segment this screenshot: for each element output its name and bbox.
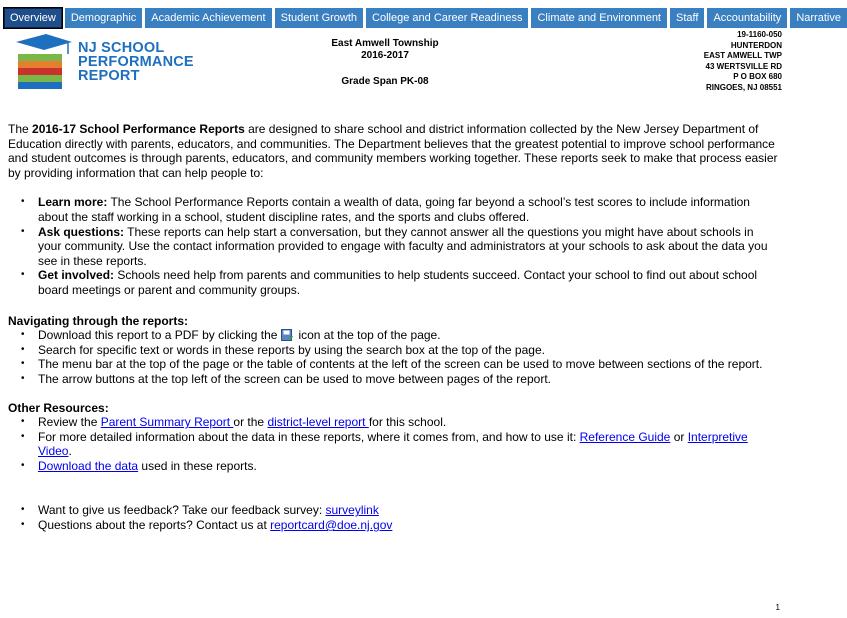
list-item: • Search for specific text or words in these reports by using the search box at the top of the page. [8, 343, 778, 358]
tab-college-career-readiness[interactable]: College and Career Readiness [366, 8, 528, 28]
list-item: • Want to give us feedback? Take our feedback survey: surveylink [8, 503, 778, 518]
overview-content [8, 122, 778, 533]
tab-narrative[interactable]: Narrative [790, 8, 847, 28]
interpretive-video-link[interactable]: Interpretive Video [38, 429, 748, 459]
pdf-download-icon[interactable] [281, 329, 294, 341]
tab-student-growth[interactable]: Student Growth [275, 8, 363, 28]
tab-staff[interactable]: Staff [670, 8, 704, 28]
tab-overview[interactable]: Overview [4, 8, 62, 28]
school-address: 19-1160-050 HUNTERDON EAST AMWELL TWP 43 WERTSVILLE RD P O BOX 680 RINGOES, NJ 08551 [703, 30, 782, 92]
logo-text: NJ SCHOOL PERFORMANCE REPORT [78, 40, 194, 84]
tab-academic-achievement[interactable]: Academic Achievement [145, 8, 271, 28]
district-level-report-link[interactable]: district-level report [267, 415, 369, 430]
report-header [300, 38, 470, 88]
download-data-link[interactable]: Download the data [38, 458, 139, 473]
resources-list [8, 415, 778, 473]
list-item: • Review the Parent Summary Report or the district-level report for this school. [8, 415, 778, 430]
parent-summary-report-link[interactable]: Parent Summary Report [100, 415, 234, 430]
navigating-heading: Navigating through the reports: [8, 313, 188, 328]
list-item: • Download the data used in these reports. [8, 459, 778, 474]
page-number: 1 [775, 603, 780, 612]
list-item: • Get involved: Schools need help from parents and communities to help students succeed. Contact your school to find out about school board meetings or parent and community groups. [8, 268, 778, 297]
intro-paragraph: The 2016-17 School Performance Reports are designed to share school and district information collected by the New Jersey Department of Education directly with parents, educators, and communities. The Department believes that the greatest potential to improve school performance and student outcomes is through parents, educators, and community members working together. These reports seek to make that process easier by providing information that can help people to: [8, 122, 778, 180]
resources-heading: Other Resources: [8, 400, 109, 415]
contact-email-link[interactable]: reportcard@doe.nj.gov [270, 518, 393, 533]
list-item: • The arrow buttons at the top left of the screen can be used to move between pages of the report. [8, 372, 778, 387]
list-item: • Questions about the reports? Contact us at reportcard@doe.nj.gov [8, 518, 778, 533]
school-year: 2016-2017 [361, 50, 409, 61]
tab-demographic[interactable]: Demographic [65, 8, 142, 28]
feedback-list [8, 503, 778, 532]
top-nav-bar [4, 8, 847, 28]
navigating-list [8, 328, 778, 386]
reference-guide-link[interactable]: Reference Guide [579, 429, 671, 444]
tab-accountability[interactable]: Accountability [707, 8, 787, 28]
grade-span: Grade Span PK-08 [341, 76, 429, 87]
survey-link[interactable]: surveylink [325, 503, 379, 518]
list-item: • Ask questions: These reports can help start a conversation, but they cannot answer all the questions you might have about schools in your community. Use the contact information provided to engage with faculty and administrators at your schools to ask about the data you see in these reports. [8, 225, 778, 269]
purpose-list [8, 195, 778, 297]
list-item: • Download this report to a PDF by clicking the icon at the top of the page. [8, 328, 778, 343]
list-item: • Learn more: The School Performance Reports contain a wealth of data, going far beyond a school’s test scores to include information about the staff working in a school, student discipline rates, and the sports and clubs offered. [8, 195, 778, 224]
tab-climate-environment[interactable]: Climate and Environment [531, 8, 667, 28]
list-item: • The menu bar at the top of the page or the table of contents at the left of the screen can be used to move between sections of the report. [8, 357, 778, 372]
district-name: East Amwell Township [331, 38, 439, 49]
list-item: • For more detailed information about the data in these reports, where it comes from, and how to use it: Reference Guide or Interpretive Video. [8, 430, 778, 459]
